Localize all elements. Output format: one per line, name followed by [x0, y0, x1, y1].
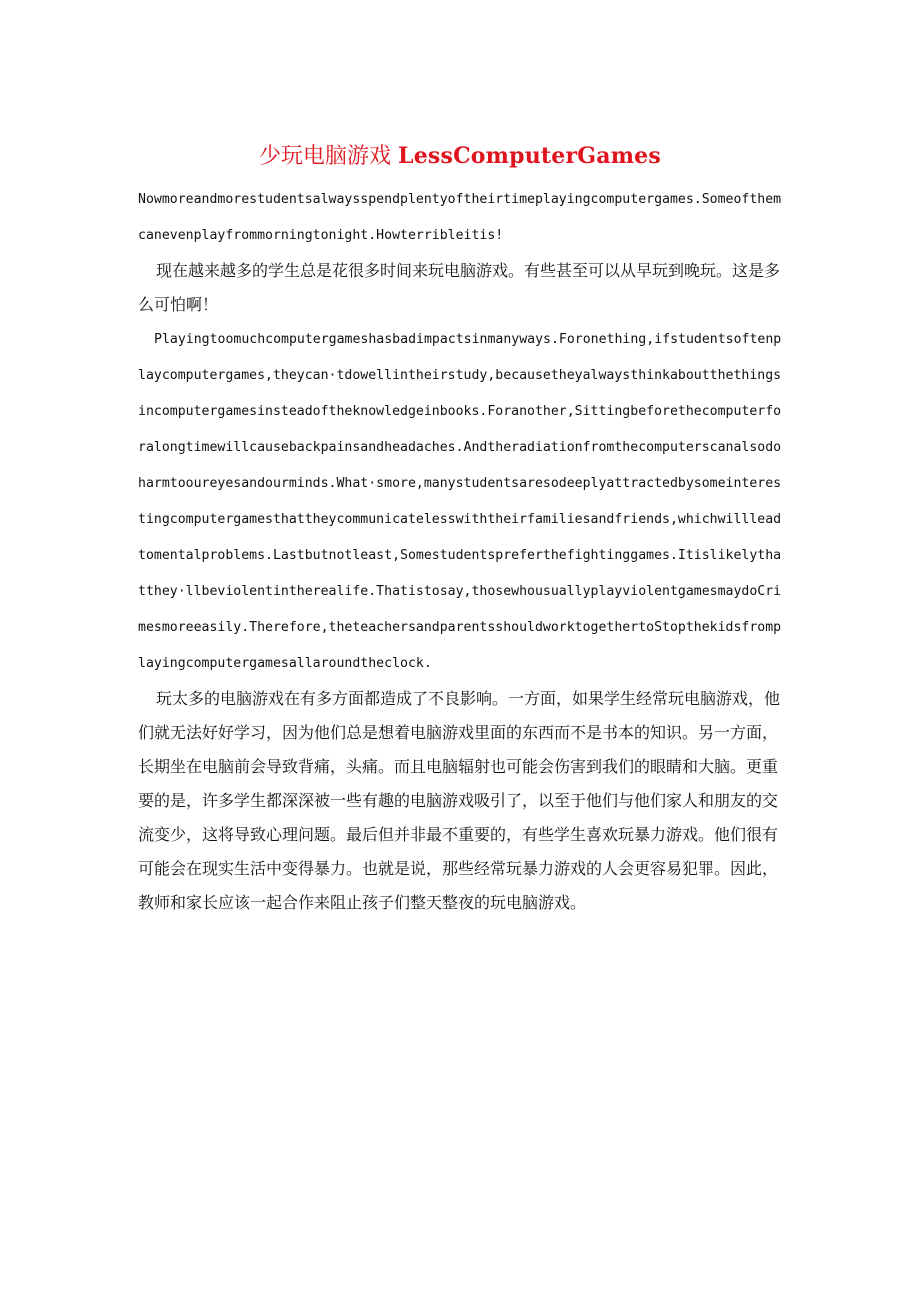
- title-english: LessComputerGames: [398, 143, 661, 169]
- paragraph-body-english: Playingtoomuchcomputergameshasbadimpactsinmanyways.Foronething,ifstudentsoftenplaycomputergames,theycan·tdowellintheirstudy,becausetheyalwaysthinkaboutthethingsincomputergamesinsteadoftheknowledgeinbooks.Foranother,Sittingbeforethecomputerforalongtimewillcausebackpainsandheadaches.Andtheradiationfromthecomputerscanalsodoharmtooureyesandourminds.What·smore,manystudentsaresodeeplyattractedbysomeinterestingcomputergamesthattheycommunicatelesswiththeirfamiliesandfriends,whichwillleadtomentalproblems.Lastbutnotleast,Somestudentspreferthefightinggames.Itislikelythatthey·llbeviolentintherealife.Thatistosay,thosewhousuallyplayviolentgamesmaydoCrimesmoreeasily.Therefore,theteachersandparentsshouldworktogethertoStopthekidsfromplayingcomputergamesallaroundtheclock.: [138, 332, 782, 671]
- title-chinese: 少玩电脑游戏: [259, 144, 392, 169]
- paragraph-intro-chinese: 现在越来越多的学生总是花很多时间来玩电脑游戏。有些甚至可以从早玩到晚玩。这是多么可怕啊！: [138, 261, 781, 314]
- paragraph-body-chinese: 玩太多的电脑游戏在有多方面都造成了不良影响。一方面，如果学生经常玩电脑游戏，他们就无法好好学习，因为他们总是想着电脑游戏里面的东西而不是书本的知识。另一方面，长期坐在电脑前会导致背痛，头痛。而且电脑辐射也可能会伤害到我们的眼睛和大脑。更重要的是，许多学生都深深被一些有趣的电脑游戏吸引了，以至于他们与他们家人和朋友的交流变少，这将导致心理问题。最后但并非最不重要的，有些学生喜欢玩暴力游戏。他们很有可能会在现实生活中变得暴力。也就是说，那些经常玩暴力游戏的人会更容易犯罪。因此，教师和家长应该一起合作来阻止孩子们整天整夜的玩电脑游戏。: [138, 689, 781, 912]
- document-title: [0, 140, 920, 173]
- document-body: [138, 182, 788, 920]
- paragraph-intro-english: Nowmoreandmorestudentsalwaysspendplentyoftheirtimeplayingcomputergames.Someofthemcanevenplayfrommorningtonight.Howterribleitis!: [138, 192, 782, 243]
